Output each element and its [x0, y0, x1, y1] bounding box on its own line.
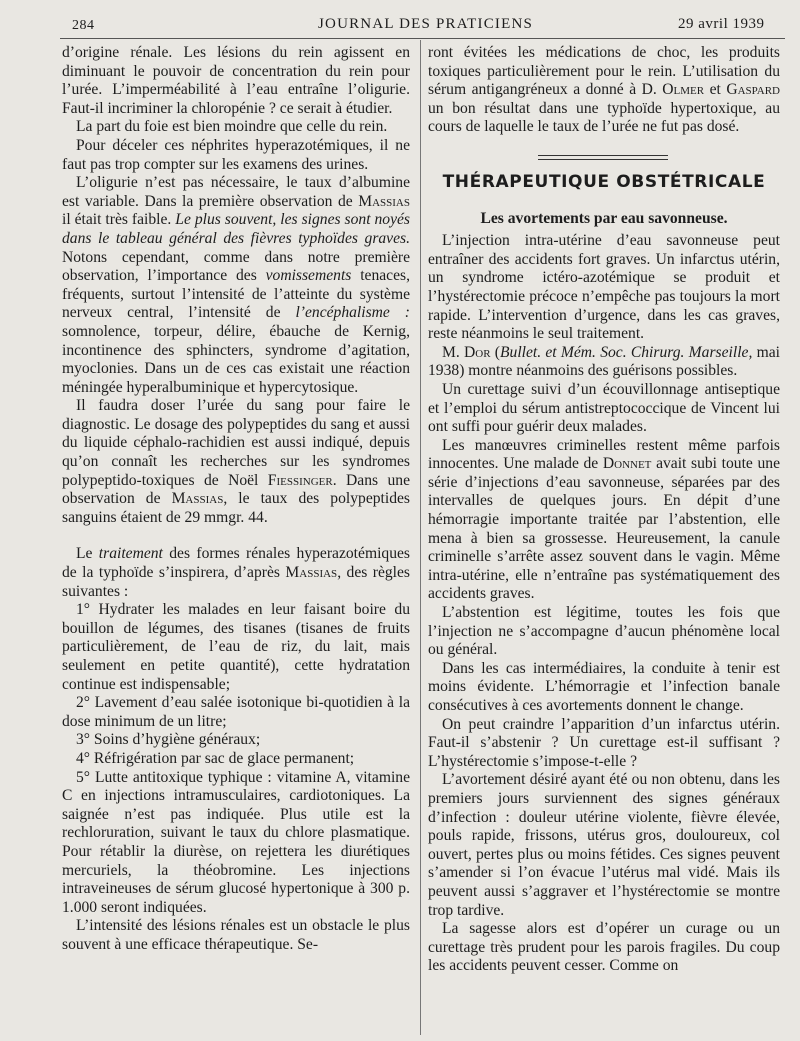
- emphasis-text: Le plus souvent, les signes sont noyés dans le tableau général des fièvres typhoïdes graves.: [62, 211, 410, 247]
- issue-date: 29 avril 1939: [678, 16, 765, 32]
- text-run: des formes rénales hyperazotémiques de la typhoïde s’inspirera, d’après: [62, 545, 410, 582]
- text-run: tenaces, fréquents, surtout l’intensité de l’atteinte du système nerveux central, l’intensité de: [62, 267, 410, 322]
- text-run: (: [490, 343, 500, 361]
- paragraph: Un curettage suivi d’un écouvillonnage antiseptique et l’emploi du sérum antistreptococcique de Vincent lui ont suffi pour guérir deux malades.: [428, 380, 780, 436]
- journal-title: JOURNAL DES PRATICIENS: [318, 16, 534, 32]
- paragraph: L’abstention est légitime, toutes les fois que l’injection ne s’accompagne d’aucun phénomène local ou général.: [428, 604, 780, 659]
- list-item: 5° Lutte antitoxique typhique : vitamine A, vitamine C en injections intramusculaires, cardiotoniques. La saignée n’est pas indiquée. Plus utile est la rechloruration, suivant le taux du chlore plasmatique. Pour rétablir la diurèse, on rejettera les diurétiques mercuriels, la théobromine. Les injections intraveineuses de sérum glucosé hypertonique à 300 p. 1.000 seront indiquées.: [62, 768, 410, 916]
- paragraph: [62, 545, 410, 601]
- paragraph: d’origine rénale. Les lésions du rein agissent en diminuant le pouvoir de concentration du rein pour l’urée. L’imperméabilité à l’eau entraîne l’oligurie. Faut-il incriminer la chloropénie ? ce serait à étudier.: [62, 44, 410, 117]
- emphasis-text: vomissements: [265, 267, 352, 285]
- paragraph: La part du foie est bien moindre que celle du rein.: [76, 118, 388, 136]
- paragraph: [428, 44, 780, 137]
- text-run: avait subi toute une série d’injections d’eau savonneuse, séparées par des intervalles de quelques jours. En dépit d’une hémorragie importante traitée par l’abstention, elle mena à bien sa grossesse. Heureusement, la canule criminelle s’arrête assez souvent dans le vagin. Même intra-utérine, elle n’entraîne pas systématiquement des accidents graves.: [428, 455, 780, 603]
- text-run: L’oligurie n’est pas nécessaire, le taux d’albumine est variable. Dans la première observation de: [62, 174, 410, 210]
- paragraph: La sagesse alors est d’opérer un curage ou un curettage très prudent pour les parois fragiles. Du coup les accidents peuvent cesser. Comme on: [428, 920, 780, 975]
- text-run: , des règles suivantes :: [62, 564, 411, 600]
- paragraph: Dans les cas intermédiaires, la conduite à tenir est moins évidente. L’hémorragie et l’infection banale consécutives à ces avortements donnent le change.: [428, 659, 780, 714]
- text-run: M.: [442, 343, 465, 361]
- text-run: , le taux des polypeptides sanguins étaient de 29 mmgr. 44.: [62, 490, 410, 526]
- paragraph: Pour déceler ces néphrites hyperazotémiques, il ne faut pas trop compter sur les examens des urines.: [62, 136, 410, 173]
- author-name: Massias: [171, 490, 224, 508]
- rule-line: [538, 155, 668, 156]
- author-name: Massias: [358, 192, 410, 210]
- text-run: et: [704, 81, 727, 99]
- left-column: [62, 44, 410, 955]
- text-run: ront évitées les médications de choc, les produits toxiques particulièrement pour le rein. L’utilisation du sérum antigangréneux a donné à D.: [428, 44, 780, 99]
- text-run: Notons cependant, comme dans notre première observation, l’importance des: [62, 248, 410, 285]
- paragraph: [428, 344, 780, 381]
- text-run: Le: [76, 545, 99, 563]
- header-rule: [60, 38, 785, 39]
- emphasis-text: traitement: [98, 545, 163, 563]
- column-divider: [420, 40, 421, 1035]
- article-title: Les avortements par eau savonneuse.: [480, 209, 728, 227]
- list-item: 3° Soins d’hygiène généraux;: [76, 731, 261, 749]
- list-item: 1° Hydrater les malades en leur faisant boire du bouillon de légumes, des tisanes (tisanes de fruits particulièrement, de l’eau de riz, du lait, mais seulement en petite quantité), cette hydratation continue est indispensable;: [62, 601, 410, 693]
- paragraph: L’intensité des lésions rénales est un obstacle le plus souvent à une efficace thérapeutique. Se-: [62, 917, 410, 953]
- author-name: Massias: [285, 564, 338, 582]
- paragraph: L’avortement désiré ayant été ou non obtenu, dans les premiers jours surviennent des signes généraux d’infection : douleur utérine violente, fièvre élevée, pouls rapide, frissons, utérus gros, douloureux, col ouvert, pertes plus ou moins fétides. Ces signes peuvent s’amender si l’on évacue l’utérus mal vidé. Mais ils peuvent aussi s’aggraver et l’hystérectomie se montre trop tardive.: [428, 771, 780, 919]
- text-run: un bon résultat dans une typhoïde hypertoxique, au cours de laquelle le taux de l’urée ne fut pas dosé.: [428, 99, 780, 136]
- list-item: 2° Lavement d’eau salée isotonique bi-quotidien à la dose minimum de un litre;: [62, 694, 410, 730]
- author-name: Dor: [464, 343, 491, 361]
- citation-text: Bullet. et Mém. Soc. Chirurg. Marseille,: [500, 343, 753, 361]
- page-number: 284: [72, 18, 95, 33]
- text-run: somnolence, torpeur, délire, ébauche de Kernig, incontinence des sphincters, syndrome d’agitation, myoclonies. Dans un de ces cas existait une réaction méningée hyperalbuminique et hypercytosique.: [62, 322, 410, 396]
- text-run: mai 1938) montre néanmoins des guérisons possibles.: [428, 343, 780, 380]
- section-title: THÉRAPEUTIQUE OBSTÉTRICALE: [442, 171, 766, 192]
- author-name: Olmer: [662, 81, 705, 99]
- author-name: Gaspard: [726, 81, 780, 99]
- paragraph: L’injection intra-utérine d’eau savonneuse peut entraîner des accidents fort graves. Un infarctus utérin, un syndrome ictéro-azotémique se produit et l’hystérectomie précoce n’empêche pas toujours la mort rapide. L’intervention d’urgence, dans les cas graves, reste néanmoins le seul traitement.: [428, 232, 780, 343]
- paragraph: [62, 397, 410, 527]
- right-column: [428, 44, 780, 976]
- text-run: . Dans une observation de: [62, 471, 410, 508]
- author-name: Donnet: [602, 455, 652, 473]
- section-separator: [428, 155, 780, 163]
- paragraph: On peut craindre l’apparition d’un infarctus utérin. Faut-il s’abstenir ? Un curettage est-il suffisant ? L’hystérectomie s’impose-t-elle ?: [428, 715, 780, 770]
- author-name: Fiessinger: [267, 471, 333, 489]
- paragraph: [428, 437, 780, 604]
- running-head: [0, 14, 800, 38]
- rule-line: [538, 159, 668, 160]
- text-run: Il faudra doser l’urée du sang pour faire le diagnostic. Le dosage des polypeptides du sang et aussi du liquide céphalo-rachidien est aussi indiqué, depuis qu’on connaît les recherches sur les syndromes polypeptido-toxiques de Noël: [62, 397, 410, 489]
- paragraph: [62, 174, 410, 397]
- text-run: Les manœuvres criminelles restent même parfois innocentes. Une malade de: [428, 436, 780, 473]
- emphasis-text: l’encéphalisme :: [295, 304, 410, 322]
- text-run: il était très faible.: [62, 211, 176, 229]
- list-item: 4° Réfrigération par sac de glace permanent;: [76, 749, 355, 767]
